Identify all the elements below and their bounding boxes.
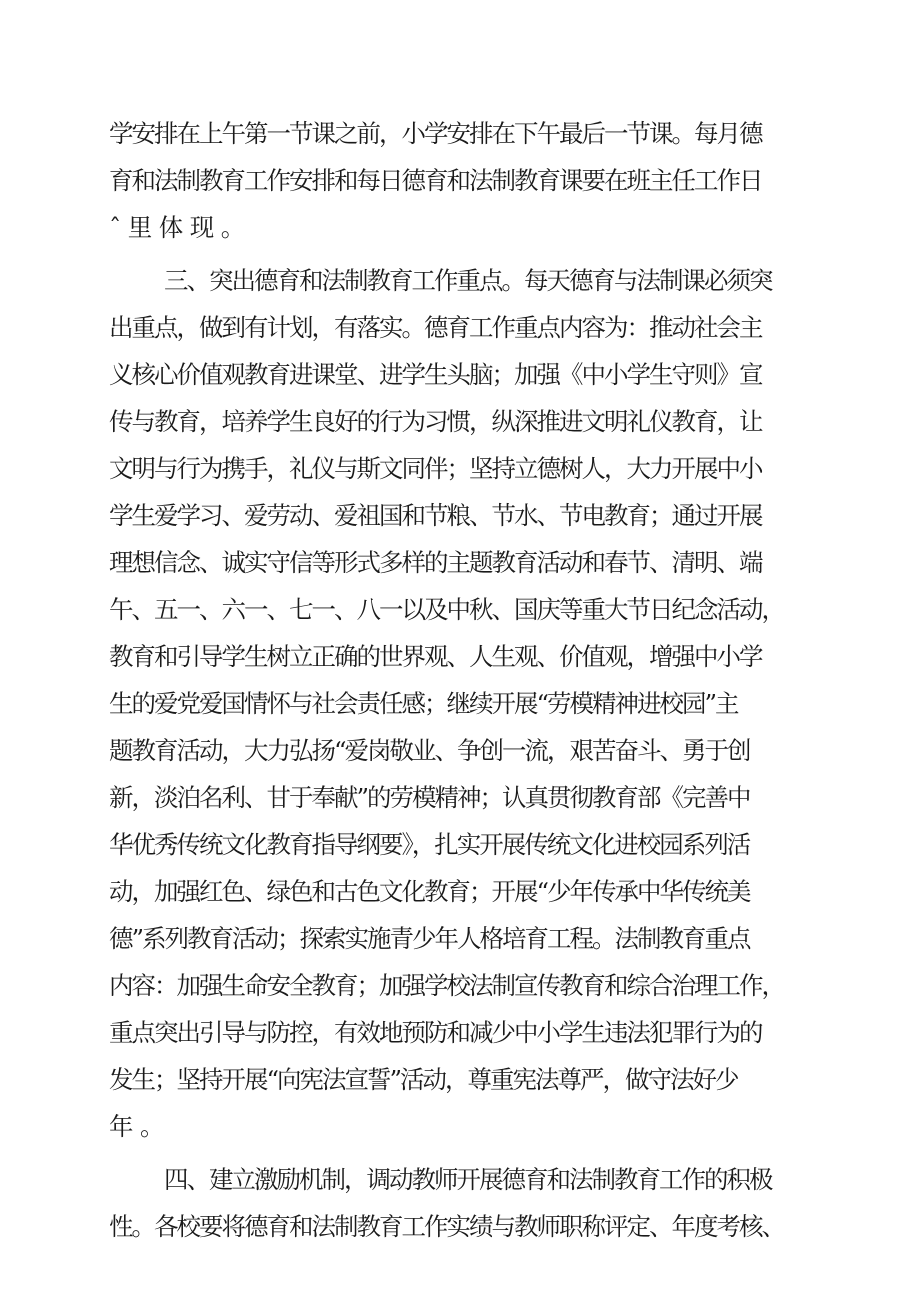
text-line: 新，淡泊名利、甘于奉献”的劳模精神；认真贯彻教育部《完善中 — [109, 783, 750, 812]
text-line: 生的爱党爱国情怀与社会责任感；继续开展“劳模精神进校园”主 — [109, 689, 738, 718]
text-line: 内容：加强生命安全教育；加强学校法制宣传教育和综合治理工作， — [109, 971, 784, 1000]
text-line: 理想信念、诚实守信等形式多样的主题教育活动和春节、清明、端 — [109, 548, 762, 577]
text-line: ˆ里体现。 — [109, 213, 252, 242]
text-line: 教育和引导学生树立正确的世界观、人生观、价值观，增强中小学 — [109, 642, 762, 671]
text-line: 发生；坚持开展“向宪法宣誓”活动，尊重宪法尊严，做守法好少 — [109, 1065, 738, 1094]
text-line: 义核心价值观教育进课堂、进学生头脑；加强《中小学生守则》宣 — [109, 360, 762, 389]
text-line: 午、五一、六一、七一、八一以及中秋、国庆等重大节日纪念活动， — [109, 595, 784, 624]
text-line: 年。 — [109, 1112, 171, 1141]
text-line: 育和法制教育工作安排和每日德育和法制教育课要在班主任工作日 — [109, 166, 762, 195]
text-line: 三、突出德育和法制教育工作重点。每天德育与法制课必须突 — [164, 266, 772, 295]
text-line: 学安排在上午第一节课之前，小学安排在下午最后一节课。每月德 — [109, 119, 762, 148]
text-line: 传与教育，培养学生良好的行为习惯，纵深推进文明礼仪教育，让 — [109, 407, 762, 436]
text-line: 性。各校要将德育和法制教育工作实绩与教师职称评定、年度考核、 — [109, 1212, 784, 1241]
text-line: 出重点，做到有计划，有落实。德育工作重点内容为：推动社会主 — [109, 313, 762, 342]
text-line: 题教育活动，大力弘扬“爱岗敬业、争创一流，艰苦奋斗、勇于创 — [109, 736, 750, 765]
text-line: 华优秀传统文化教育指导纲要》，扎实开展传统文化进校园系列活 — [109, 830, 750, 859]
text-line: 四、建立激励机制，调动教师开展德育和法制教育工作的积极 — [164, 1165, 772, 1194]
text-line: 德”系列教育活动；探索实施青少年人格培育工程。法制教育重点 — [109, 924, 750, 953]
text-line: 动，加强红色、绿色和古色文化教育；开展“少年传承中华传统美 — [109, 877, 750, 906]
text-line: 重点突出引导与防控，有效地预防和减少中小学生违法犯罪行为的 — [109, 1018, 762, 1047]
text-line: 文明与行为携手，礼仪与斯文同伴；坚持立德树人，大力开展中小 — [109, 454, 762, 483]
text-line: 学生爱学习、爱劳动、爱祖国和节粮、节水、节电教育；通过开展 — [109, 501, 762, 530]
